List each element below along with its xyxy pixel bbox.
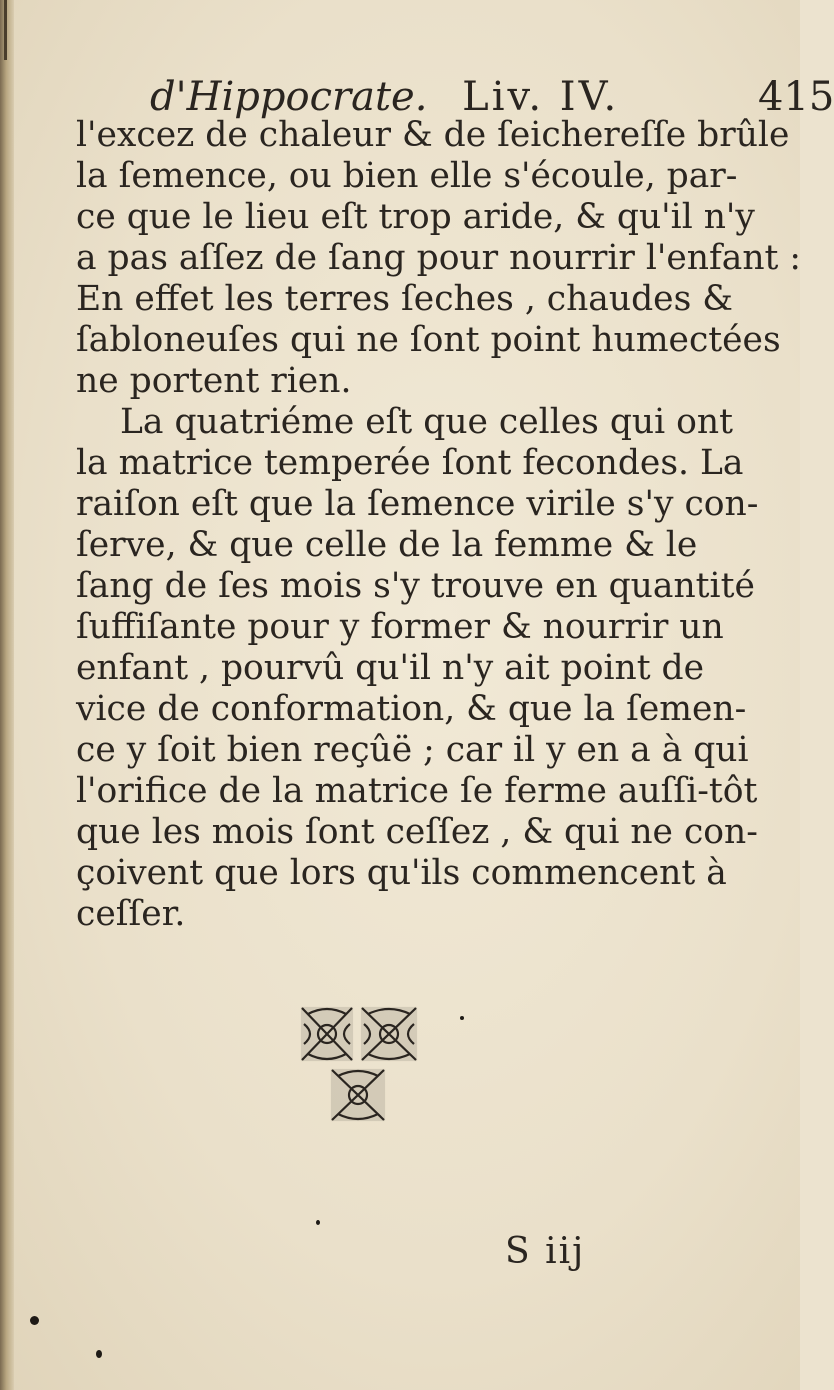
text-line: la matrice temperée ſont fecondes. La bbox=[76, 443, 744, 483]
page-header bbox=[150, 74, 834, 120]
text-line: l'excez de chaleur & de ſeichereſſe brûle bbox=[76, 115, 790, 155]
text-line: que les mois ſont ceſſez , & qui ne con- bbox=[76, 812, 758, 852]
text-line: çoivent que lors qu'ils commencent à bbox=[76, 853, 727, 893]
paragraph bbox=[76, 402, 759, 935]
ornament-left-fleuron bbox=[302, 1008, 352, 1060]
ink-speck bbox=[96, 1350, 102, 1358]
text-line: ſang de ſes mois s'y trouve en quantité bbox=[76, 566, 755, 606]
text-line: En effet les terres ſeches , chaudes & bbox=[76, 279, 733, 319]
text-line: La quatriéme eſt que celles qui ont bbox=[120, 402, 733, 442]
signature-mark: S iij bbox=[505, 1231, 586, 1272]
text-line: ſabloneuſes qui ne ſont point humectées bbox=[76, 320, 781, 360]
running-title: d'Hippocrate. bbox=[150, 74, 428, 120]
book-spine-gutter bbox=[0, 0, 14, 1390]
text-line: ne portent rien. bbox=[76, 361, 352, 401]
text-line: ce y ſoit bien reçûë ; car il y en a à qui bbox=[76, 730, 749, 770]
text-line: a pas aſſez de ſang pour nourrir l'enfant : bbox=[76, 238, 801, 278]
text-line: ceſſer. bbox=[76, 894, 186, 934]
text-line: ſuffiſante pour y former & nourrir un bbox=[76, 607, 724, 647]
text-line: vice de conformation, & que la ſemen- bbox=[76, 689, 747, 729]
ink-speck bbox=[460, 1016, 464, 1020]
paragraph bbox=[76, 115, 801, 402]
text-line: raiſon eſt que la ſemence virile s'y con- bbox=[76, 484, 759, 524]
book-reference: Liv. IV. bbox=[462, 74, 620, 120]
text-line: ſerve, & que celle de la femme & le bbox=[76, 525, 698, 565]
ornament-right-fleuron bbox=[362, 1008, 416, 1060]
printers-ornament bbox=[296, 1000, 426, 1130]
body-text bbox=[76, 115, 801, 935]
text-line: la ſemence, ou bien elle s'écoule, par- bbox=[76, 156, 738, 196]
ornament-bottom-fleuron bbox=[332, 1070, 384, 1120]
ink-speck bbox=[30, 1316, 39, 1325]
ink-speck bbox=[316, 1220, 320, 1225]
spine-mark bbox=[4, 0, 7, 60]
text-line: enfant , pourvû qu'il n'y ait point de bbox=[76, 648, 705, 688]
text-line: ce que le lieu eſt trop aride, & qu'il n'y bbox=[76, 197, 755, 237]
text-line: l'orifice de la matrice ſe ferme auſſi-tôt bbox=[76, 771, 758, 811]
page-number: 415 bbox=[758, 74, 834, 120]
